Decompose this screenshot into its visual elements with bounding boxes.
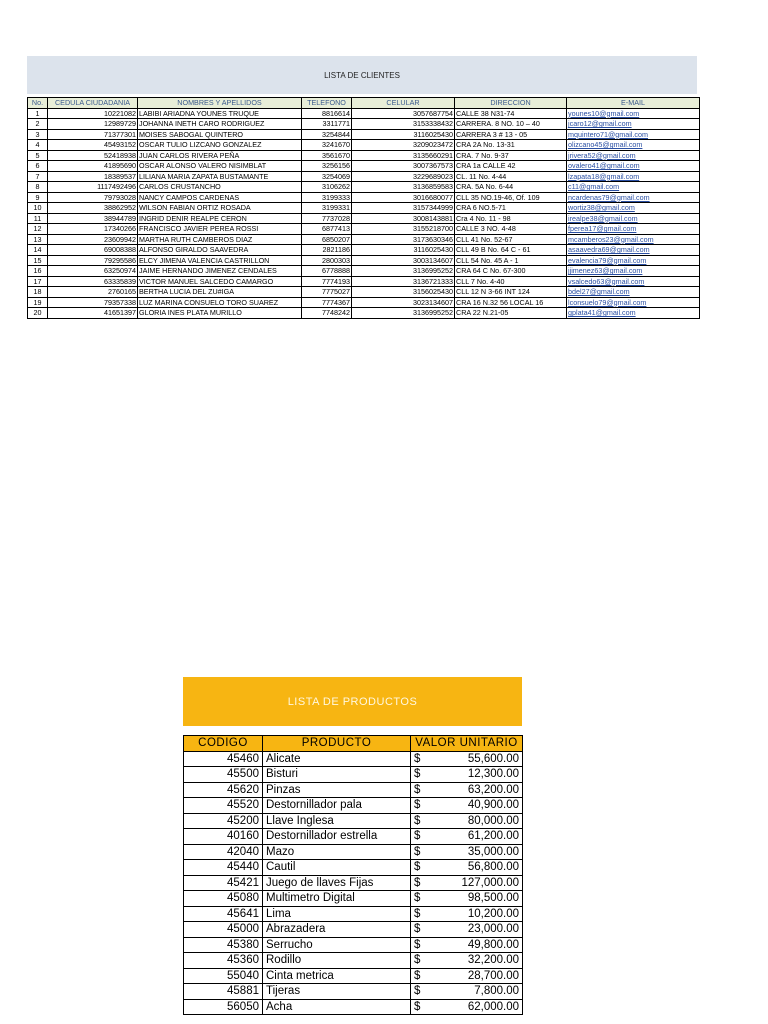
cell-no: 15 (28, 255, 48, 266)
cell-telefono: 7748242 (302, 308, 352, 319)
cell-direccion: CRA 64 C No. 67-300 (455, 266, 567, 277)
product-row (184, 968, 523, 984)
cell-codigo: 45360 (184, 953, 263, 969)
cell-cedula: 63335839 (48, 276, 138, 287)
price-value: 40,900.00 (467, 799, 519, 811)
cell-email[interactable]: mquintero71@gmail.com (567, 129, 700, 140)
cell-telefono: 3199331 (302, 203, 352, 214)
cell-direccion: CARRERA. 8 NO. 10 – 40 (455, 119, 567, 130)
cell-email[interactable]: irealpe38@gmail.com (567, 213, 700, 224)
cell-no: 10 (28, 203, 48, 214)
cell-email[interactable]: fperea17@gmail.com (567, 224, 700, 235)
cell-valor (411, 813, 523, 829)
cell-no: 9 (28, 192, 48, 203)
currency-symbol: $ (414, 985, 421, 997)
price-value: 55,600.00 (467, 752, 519, 765)
cell-telefono: 3254844 (302, 129, 352, 140)
cell-celular: 3116025430 (352, 245, 455, 256)
cell-cedula: 79295586 (48, 255, 138, 266)
product-row (184, 953, 523, 969)
cell-email[interactable]: younes10@gmail.com (567, 108, 700, 119)
cell-nombre: CARLOS CRUSTANCHO (138, 182, 302, 193)
product-row (184, 906, 523, 922)
price-value: 12,300.00 (467, 768, 519, 780)
cell-email[interactable]: ncardenas79@gmail.com (567, 192, 700, 203)
client-row (28, 245, 700, 256)
clients-title (27, 56, 697, 94)
currency-symbol: $ (414, 861, 421, 873)
cell-cedula: 71377301 (48, 129, 138, 140)
cell-codigo: 45080 (184, 891, 263, 907)
currency-symbol: $ (414, 768, 421, 780)
cell-telefono: 7737028 (302, 213, 352, 224)
price-value: 61,200.00 (467, 830, 519, 842)
cell-producto: Destornillador pala (263, 798, 411, 814)
cell-nombre: LILIANA MARIA ZAPATA BUSTAMANTE (138, 171, 302, 182)
cell-email[interactable]: asaavedra69@gmail.com (567, 245, 700, 256)
price-value: 49,800.00 (467, 938, 519, 951)
cell-codigo: 45421 (184, 875, 263, 891)
price-value: 62,000.00 (467, 1000, 519, 1013)
products-title (183, 677, 522, 726)
cell-cedula: 38944789 (48, 213, 138, 224)
currency-symbol: $ (414, 814, 421, 827)
cell-no: 12 (28, 224, 48, 235)
cell-valor (411, 875, 523, 891)
cell-cedula: 79357338 (48, 297, 138, 308)
product-row (184, 860, 523, 876)
cell-nombre: NANCY CAMPOS CARDENAS (138, 192, 302, 203)
header-email: E-MAIL (567, 98, 700, 109)
currency-symbol: $ (414, 876, 421, 889)
cell-celular: 3057687754 (352, 108, 455, 119)
cell-no: 17 (28, 276, 48, 287)
currency-symbol: $ (414, 783, 421, 796)
cell-telefono: 6778888 (302, 266, 352, 277)
cell-email[interactable]: vsalcedo63@gmail.com (567, 276, 700, 287)
cell-valor (411, 782, 523, 798)
cell-nombre: MARTHA RUTH CAMBEROS DIAZ (138, 234, 302, 245)
cell-producto: Cinta metrica (263, 968, 411, 984)
header-valor: VALOR UNITARIO (411, 736, 523, 752)
cell-celular: 3016680077 (352, 192, 455, 203)
client-row (28, 161, 700, 172)
cell-valor (411, 860, 523, 876)
cell-producto: Juego de llaves Fijas (263, 875, 411, 891)
cell-cedula: 52418938 (48, 150, 138, 161)
cell-codigo: 55040 (184, 968, 263, 984)
cell-celular: 3136995252 (352, 308, 455, 319)
cell-valor (411, 953, 523, 969)
client-row (28, 171, 700, 182)
cell-producto: Abrazadera (263, 922, 411, 938)
product-row (184, 984, 523, 1000)
cell-celular: 3156025430 (352, 287, 455, 298)
header-codigo: CODIGO (184, 736, 263, 752)
cell-valor (411, 968, 523, 984)
cell-telefono: 3561670 (302, 150, 352, 161)
price-value: 127,000.00 (461, 876, 519, 889)
cell-no: 18 (28, 287, 48, 298)
cell-email[interactable]: bdel27@gmail.com (567, 287, 700, 298)
cell-producto: Multimetro Digital (263, 891, 411, 907)
cell-email[interactable]: c11@gmail.com (567, 182, 700, 193)
cell-codigo: 45380 (184, 937, 263, 953)
product-row (184, 937, 523, 953)
cell-cedula: 18389537 (48, 171, 138, 182)
products-table (183, 735, 523, 1015)
cell-cedula: 63250974 (48, 266, 138, 277)
product-row (184, 891, 523, 907)
cell-nombre: OSCAR ALONSO VALERO NISIMBLAT (138, 161, 302, 172)
cell-valor (411, 798, 523, 814)
products-title-text: LISTA DE PRODUCTOS (287, 695, 418, 708)
price-value: 98,500.00 (467, 892, 519, 904)
cell-producto: Serrucho (263, 937, 411, 953)
cell-direccion: CRA 2A No. 13-31 (455, 140, 567, 151)
cell-cedula: 41895690 (48, 161, 138, 172)
cell-direccion: CRA 16 N.32 56 LOCAL 16 (455, 297, 567, 308)
price-value: 10,200.00 (467, 907, 519, 920)
currency-symbol: $ (414, 907, 421, 920)
cell-email[interactable]: jcaro12@gmail.com (567, 119, 700, 130)
client-row (28, 129, 700, 140)
cell-no: 16 (28, 266, 48, 277)
client-row (28, 234, 700, 245)
cell-telefono: 3254069 (302, 171, 352, 182)
cell-codigo: 45620 (184, 782, 263, 798)
cell-direccion: CRA. 5A No. 6-44 (455, 182, 567, 193)
cell-direccion: CRA 1a CALLE 42 (455, 161, 567, 172)
client-row (28, 108, 700, 119)
header-celular: CELULAR (352, 98, 455, 109)
cell-celular: 3229689023 (352, 171, 455, 182)
cell-codigo: 45520 (184, 798, 263, 814)
product-row (184, 767, 523, 783)
cell-telefono: 3241670 (302, 140, 352, 151)
cell-nombre: JOHANNA INETH CARO RODRIGUEZ (138, 119, 302, 130)
cell-nombre: FRANCISCO JAVIER PEREA ROSSI (138, 224, 302, 235)
cell-telefono: 6850207 (302, 234, 352, 245)
cell-celular: 3173630346 (352, 234, 455, 245)
cell-valor (411, 767, 523, 783)
cell-direccion: CL. 11 No. 4-44 (455, 171, 567, 182)
cell-email[interactable]: evalencia79@gmail.com (567, 255, 700, 266)
cell-nombre: OSCAR TULIO LIZCANO GONZALEZ (138, 140, 302, 151)
cell-valor (411, 999, 523, 1015)
cell-codigo: 45881 (184, 984, 263, 1000)
cell-producto: Tijeras (263, 984, 411, 1000)
cell-email[interactable]: jjimenez63@gmail.com (567, 266, 700, 277)
cell-valor (411, 829, 523, 845)
products-header-row (184, 736, 523, 752)
header-telefono: TELEFONO (302, 98, 352, 109)
price-value: 80,000.00 (467, 814, 519, 827)
cell-cedula: 1117492496 (48, 182, 138, 193)
cell-nombre: ELCY JIMENA VALENCIA CASTRILLON (138, 255, 302, 266)
cell-no: 3 (28, 129, 48, 140)
cell-nombre: WILSON FABIAN ORTIZ ROSADA (138, 203, 302, 214)
cell-telefono: 3106262 (302, 182, 352, 193)
cell-celular: 3023134607 (352, 297, 455, 308)
cell-email[interactable]: ovalero41@gmail.com (567, 161, 700, 172)
client-row (28, 119, 700, 130)
price-value: 23,000.00 (467, 923, 519, 935)
cell-direccion: CALLE 38 N31-74 (455, 108, 567, 119)
cell-direccion: Cra 4 No. 11 - 98 (455, 213, 567, 224)
cell-direccion: CLL 7 No. 4-40 (455, 276, 567, 287)
currency-symbol: $ (414, 954, 421, 966)
product-row (184, 844, 523, 860)
cell-celular: 3135660291 (352, 150, 455, 161)
client-row (28, 287, 700, 298)
currency-symbol: $ (414, 830, 421, 842)
cell-producto: Pinzas (263, 782, 411, 798)
client-row (28, 150, 700, 161)
header-producto: PRODUCTO (263, 736, 411, 752)
cell-email[interactable]: wortiz38@gmail.com (567, 203, 700, 214)
cell-no: 13 (28, 234, 48, 245)
cell-no: 19 (28, 297, 48, 308)
cell-nombre: GLORIA INES PLATA MURILLO (138, 308, 302, 319)
cell-no: 5 (28, 150, 48, 161)
cell-telefono: 7774367 (302, 297, 352, 308)
cell-direccion: CLL 54 No. 45 A - 1 (455, 255, 567, 266)
cell-nombre: LABIBI ARIADNA YOUNES TRUQUE (138, 108, 302, 119)
currency-symbol: $ (414, 923, 421, 935)
client-row (28, 182, 700, 193)
cell-producto: Cautil (263, 860, 411, 876)
cell-direccion: CALLE 3 NO. 4-48 (455, 224, 567, 235)
header-no: No. (28, 98, 48, 109)
cell-no: 20 (28, 308, 48, 319)
cell-telefono: 3199333 (302, 192, 352, 203)
cell-direccion: CLL 41 No. 52-67 (455, 234, 567, 245)
cell-valor (411, 906, 523, 922)
cell-cedula: 10221082 (48, 108, 138, 119)
cell-celular: 3153338432 (352, 119, 455, 130)
cell-cedula: 38862952 (48, 203, 138, 214)
price-value: 63,200.00 (467, 783, 519, 796)
cell-codigo: 45000 (184, 922, 263, 938)
cell-direccion: CARRERA 3 # 13 - 05 (455, 129, 567, 140)
cell-telefono: 3256156 (302, 161, 352, 172)
cell-direccion: CRA 22 N.21-05 (455, 308, 567, 319)
cell-email[interactable]: gplata41@gmail.com (567, 308, 700, 319)
cell-producto: Mazo (263, 844, 411, 860)
cell-telefono: 2821186 (302, 245, 352, 256)
client-row (28, 255, 700, 266)
price-value: 7,800.00 (474, 985, 519, 997)
cell-producto: Rodillo (263, 953, 411, 969)
cell-telefono: 6877413 (302, 224, 352, 235)
currency-symbol: $ (414, 752, 421, 765)
cell-direccion: CRA 6 NO.5-71 (455, 203, 567, 214)
cell-cedula: 69008388 (48, 245, 138, 256)
product-row (184, 798, 523, 814)
price-value: 56,800.00 (467, 861, 519, 873)
client-row (28, 276, 700, 287)
cell-celular: 3155218700 (352, 224, 455, 235)
clients-table (27, 97, 700, 319)
cell-nombre: MOISES SABOGAL QUINTERO (138, 129, 302, 140)
cell-direccion: CLL 49 B No. 64 C - 61 (455, 245, 567, 256)
cell-celular: 3007367573 (352, 161, 455, 172)
cell-celular: 3008143881 (352, 213, 455, 224)
cell-email[interactable]: mcamberos23@gmail.com (567, 234, 700, 245)
product-row (184, 999, 523, 1015)
cell-celular: 3136721333 (352, 276, 455, 287)
currency-symbol: $ (414, 845, 421, 858)
cell-cedula: 17340266 (48, 224, 138, 235)
cell-telefono: 3311771 (302, 119, 352, 130)
cell-no: 4 (28, 140, 48, 151)
client-row (28, 308, 700, 319)
currency-symbol: $ (414, 938, 421, 951)
clients-header-row (28, 98, 700, 109)
cell-telefono: 2800303 (302, 255, 352, 266)
cell-cedula: 12989729 (48, 119, 138, 130)
cell-nombre: JUAN CARLOS RIVERA PEÑA (138, 150, 302, 161)
cell-telefono: 8816614 (302, 108, 352, 119)
client-row (28, 213, 700, 224)
client-row (28, 224, 700, 235)
header-cedula: CEDULA CIUDADANIA (48, 98, 138, 109)
cell-telefono: 7774193 (302, 276, 352, 287)
cell-producto: Bisturi (263, 767, 411, 783)
currency-symbol: $ (414, 799, 421, 811)
cell-producto: Llave Inglesa (263, 813, 411, 829)
cell-cedula: 2760165 (48, 287, 138, 298)
product-row (184, 875, 523, 891)
cell-valor (411, 751, 523, 767)
cell-no: 1 (28, 108, 48, 119)
cell-codigo: 42040 (184, 844, 263, 860)
cell-valor (411, 891, 523, 907)
cell-no: 14 (28, 245, 48, 256)
cell-codigo: 45200 (184, 813, 263, 829)
cell-codigo: 45500 (184, 767, 263, 783)
clients-title-text: LISTA DE CLIENTES (324, 70, 400, 80)
cell-cedula: 45493152 (48, 140, 138, 151)
cell-valor (411, 922, 523, 938)
product-row (184, 751, 523, 767)
cell-valor (411, 984, 523, 1000)
product-row (184, 813, 523, 829)
cell-email[interactable]: lconsuelo79@gmail.com (567, 297, 700, 308)
cell-valor (411, 844, 523, 860)
cell-codigo: 56050 (184, 999, 263, 1015)
cell-direccion: CLL 35 NO.19-46, Of. 109 (455, 192, 567, 203)
cell-celular: 3209023472 (352, 140, 455, 151)
cell-producto: Lima (263, 906, 411, 922)
cell-nombre: VICTOR MANUEL SALCEDO CAMARGO (138, 276, 302, 287)
currency-symbol: $ (414, 892, 421, 904)
cell-cedula: 23609942 (48, 234, 138, 245)
product-row (184, 782, 523, 798)
cell-celular: 3116025430 (352, 129, 455, 140)
cell-email[interactable]: jrivera52@gmail.com (567, 150, 700, 161)
price-value: 32,200.00 (467, 954, 519, 966)
price-value: 28,700.00 (467, 969, 519, 982)
cell-direccion: CLL 12 N 3-66 INT 124 (455, 287, 567, 298)
cell-email[interactable]: olizcano45@gmail.com (567, 140, 700, 151)
client-row (28, 140, 700, 151)
cell-cedula: 79793028 (48, 192, 138, 203)
cell-producto: Alicate (263, 751, 411, 767)
currency-symbol: $ (414, 1000, 421, 1013)
currency-symbol: $ (414, 969, 421, 982)
cell-no: 11 (28, 213, 48, 224)
cell-producto: Destornillador estrella (263, 829, 411, 845)
header-nombre: NOMBRES Y APELLIDOS (138, 98, 302, 109)
cell-codigo: 45641 (184, 906, 263, 922)
cell-cedula: 41651397 (48, 308, 138, 319)
cell-codigo: 45460 (184, 751, 263, 767)
cell-direccion: CRA. 7 No. 9-37 (455, 150, 567, 161)
cell-no: 6 (28, 161, 48, 172)
product-row (184, 922, 523, 938)
cell-producto: Acha (263, 999, 411, 1015)
cell-codigo: 40160 (184, 829, 263, 845)
cell-nombre: INGRID DENIR REALPE CERON (138, 213, 302, 224)
cell-nombre: LUZ MARINA CONSUELO TORO SUAREZ (138, 297, 302, 308)
cell-no: 2 (28, 119, 48, 130)
price-value: 35,000.00 (467, 845, 519, 858)
header-direccion: DIRECCION (455, 98, 567, 109)
cell-celular: 3157344999 (352, 203, 455, 214)
cell-celular: 3136995252 (352, 266, 455, 277)
cell-nombre: ALFONSO GIRALDO SAAVEDRA (138, 245, 302, 256)
cell-nombre: JAIME HERNANDO JIMENEZ CENDALES (138, 266, 302, 277)
cell-codigo: 45440 (184, 860, 263, 876)
client-row (28, 203, 700, 214)
client-row (28, 266, 700, 277)
client-row (28, 192, 700, 203)
client-row (28, 297, 700, 308)
cell-no: 7 (28, 171, 48, 182)
cell-no: 8 (28, 182, 48, 193)
product-row (184, 829, 523, 845)
cell-telefono: 7775027 (302, 287, 352, 298)
cell-nombre: BERTHA LUCIA DEL ZU#IGA (138, 287, 302, 298)
cell-valor (411, 937, 523, 953)
cell-celular: 3136859583 (352, 182, 455, 193)
cell-celular: 3003134607 (352, 255, 455, 266)
cell-email[interactable]: lzapata18@gmail.com (567, 171, 700, 182)
